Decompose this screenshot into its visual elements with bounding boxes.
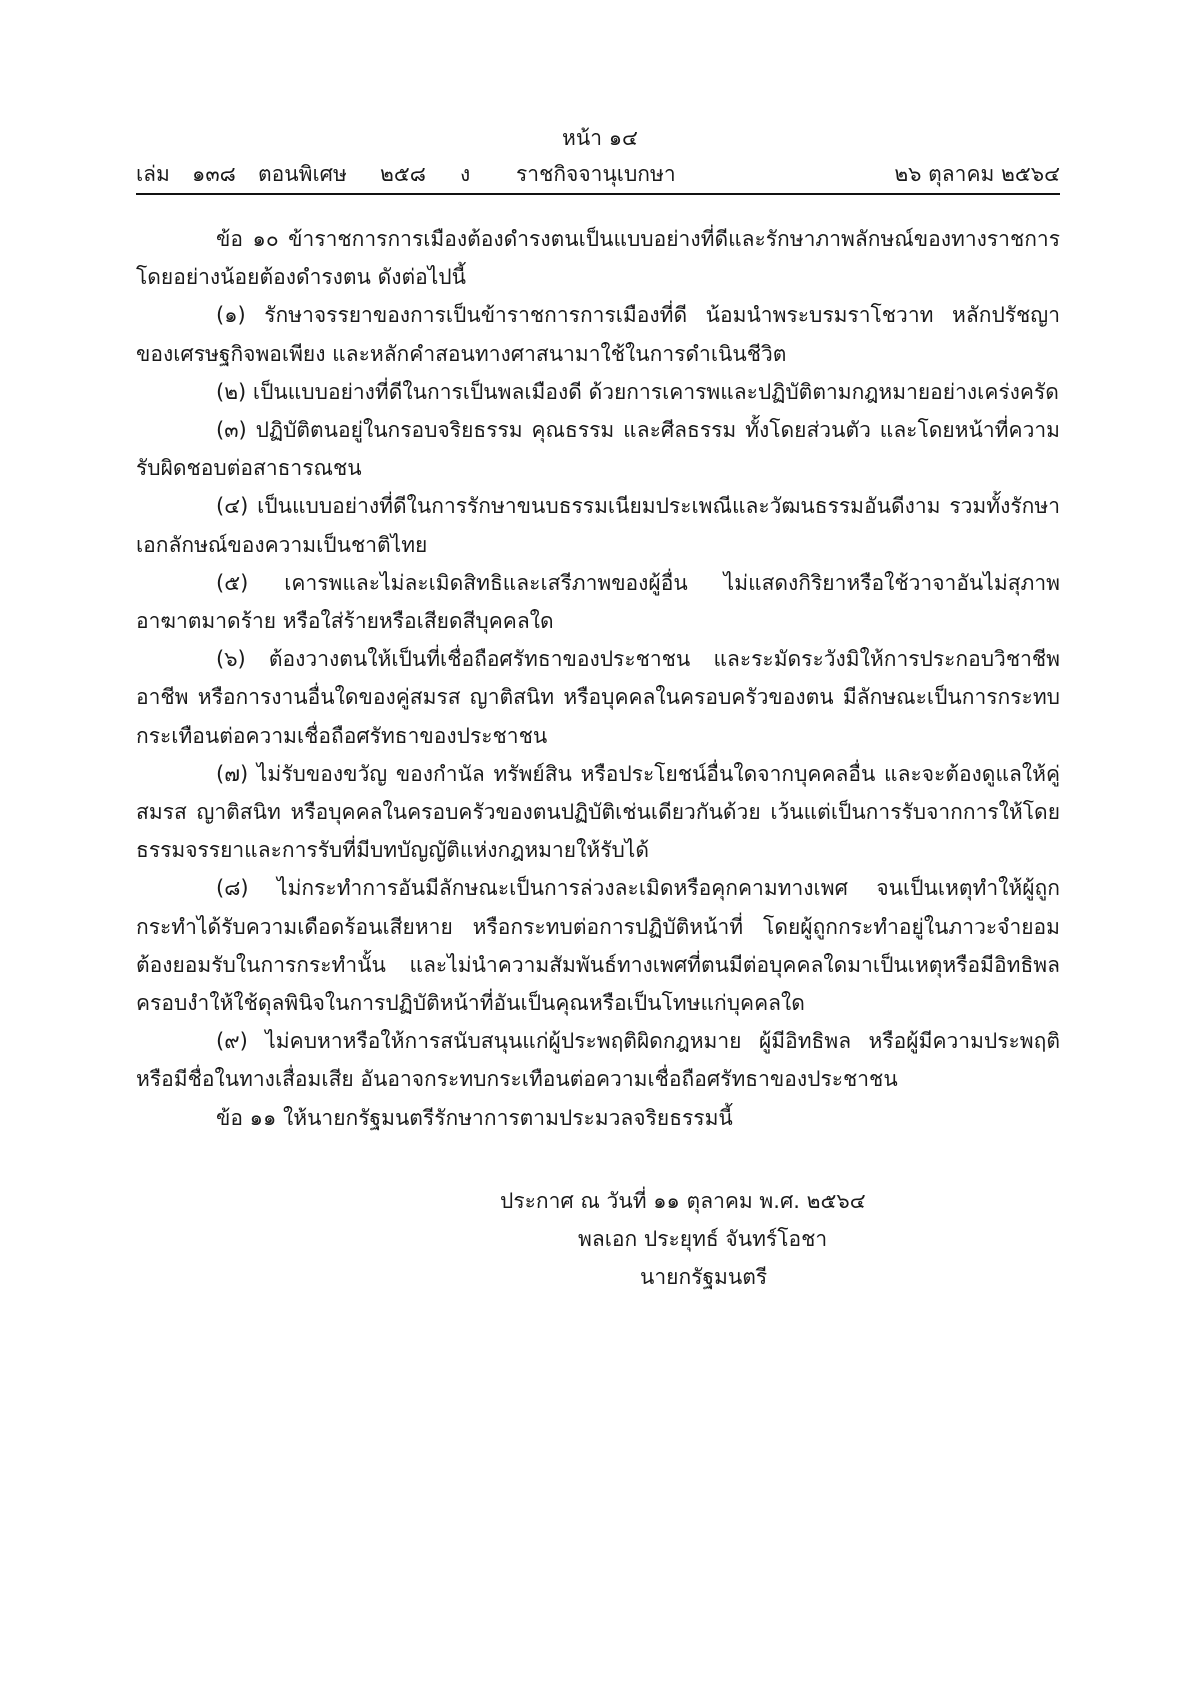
section-number: ๒๕๘ — [380, 162, 426, 186]
volume-label: เล่ม — [136, 162, 170, 186]
clause-10-item-8: (๘) ไม่กระทำการอันมีลักษณะเป็นการล่วงละเมิดหรือคุกคามทางเพศ จนเป็นเหตุทำให้ผู้ถูกกระทำได้รับความเดือดร้อนเสียหาย หรือกระทบต่อการปฏิบัติหน้าที่ โดยผู้ถูกกระทำอยู่ในภาวะจำยอมต้องยอมรับในการกระทำนั้น และไม่นำความสัมพันธ์ทางเพศที่ตนมีต่อบุคคลใดมาเป็นเหตุหรือมีอิทธิพลครอบงำให้ใช้ดุลพินิจในการปฏิบัติหน้าที่อันเป็นคุณหรือเป็นโทษแก่บุคคลใด — [136, 876, 1060, 1016]
announcement-date: ประกาศ ณ วันที่ ๑๑ ตุลาคม พ.ศ. ๒๕๖๔ — [500, 1189, 866, 1213]
volume-number: ๑๓๘ — [192, 162, 236, 186]
signatory-title: นายกรัฐมนตรี — [640, 1265, 768, 1289]
page-number: หน้า ๑๔ — [562, 126, 638, 150]
section-letter: ง — [460, 162, 471, 186]
clause-10: ข้อ ๑๐ ข้าราชการการเมืองต้องดำรงตนเป็นแบบอย่างที่ดีและรักษาภาพลักษณ์ของทางราชการ โดยอย่างน้อยต้องดำรงตน ดังต่อไปนี้ — [136, 227, 1060, 290]
clause-10-item-2: (๒) เป็นแบบอย่างที่ดีในการเป็นพลเมืองดี ด้วยการเคารพและปฏิบัติตามกฎหมายอย่างเคร่งครัด — [216, 379, 1059, 404]
clause-10-item-5: (๕) เคารพและไม่ละเมิดสิทธิและเสรีภาพของผู้อื่น ไม่แสดงกิริยาหรือใช้วาจาอันไม่สุภาพอาฆาตมาดร้าย หรือใส่ร้ายหรือเสียดสีบุคคลใด — [136, 570, 1060, 634]
section-label: ตอนพิเศษ — [258, 162, 347, 186]
clause-11: ข้อ ๑๑ ให้นายกรัฐมนตรีรักษาการตามประมวลจริยธรรมนี้ — [216, 1105, 733, 1130]
header-divider — [136, 193, 1060, 195]
clause-10-item-6: (๖) ต้องวางตนให้เป็นที่เชื่อถือศรัทธาของประชาชน และระมัดระวังมิให้การประกอบวิชาชีพ อาชีพ หรือการงานอื่นใดของคู่สมรส ญาติสนิท หรือบุคคลในครอบครัวของตน มีลักษณะเป็นการกระทบกระเทือนต่อความเชื่อถือศรัทธาของประชาชน — [136, 647, 1060, 748]
clause-10-item-4: (๔) เป็นแบบอย่างที่ดีในการรักษาขนบธรรมเนียมประเพณีและวัฒนธรรมอันดีงาม รวมทั้งรักษาเอกลักษณ์ของความเป็นชาติไทย — [136, 494, 1060, 557]
gazette-date: ๒๖ ตุลาคม ๒๕๖๔ — [894, 162, 1060, 186]
clause-10-item-3: (๓) ปฏิบัติตนอยู่ในกรอบจริยธรรม คุณธรรม และศีลธรรม ทั้งโดยส่วนตัว และโดยหน้าที่ความรับผิดชอบต่อสาธารณชน — [136, 418, 1060, 481]
signature-block — [480, 1182, 960, 1296]
document-body — [136, 220, 1060, 1137]
signatory-name: พลเอก ประยุทธ์ จันทร์โอชา — [578, 1227, 828, 1251]
clause-10-item-7: (๗) ไม่รับของขวัญ ของกำนัล ทรัพย์สิน หรือประโยชน์อื่นใดจากบุคคลอื่น และจะต้องดูแลให้คู่สมรส ญาติสนิท หรือบุคคลในครอบครัวของตนปฏิบัติเช่นเดียวกันด้วย เว้นแต่เป็นการรับจากการให้โดยธรรมจรรยาและการรับที่มีบทบัญญัติแห่งกฎหมายให้รับได้ — [136, 761, 1060, 863]
clause-10-item-9: (๙) ไม่คบหาหรือให้การสนับสนุนแก่ผู้ประพฤติผิดกฎหมาย ผู้มีอิทธิพล หรือผู้มีความประพฤติหรือมีชื่อในทางเสื่อมเสีย อันอาจกระทบกระเทือนต่อความเชื่อถือศรัทธาของประชาชน — [136, 1029, 1060, 1092]
clause-10-item-1: (๑) รักษาจรรยาของการเป็นข้าราชการการเมืองที่ดี น้อมนำพระบรมราโชวาท หลักปรัชญาของเศรษฐกิจพอเพียง และหลักคำสอนทางศาสนามาใช้ในการดำเนินชีวิต — [136, 303, 1060, 366]
gazette-header — [136, 158, 1060, 192]
gazette-name: ราชกิจจานุเบกษา — [516, 162, 676, 186]
